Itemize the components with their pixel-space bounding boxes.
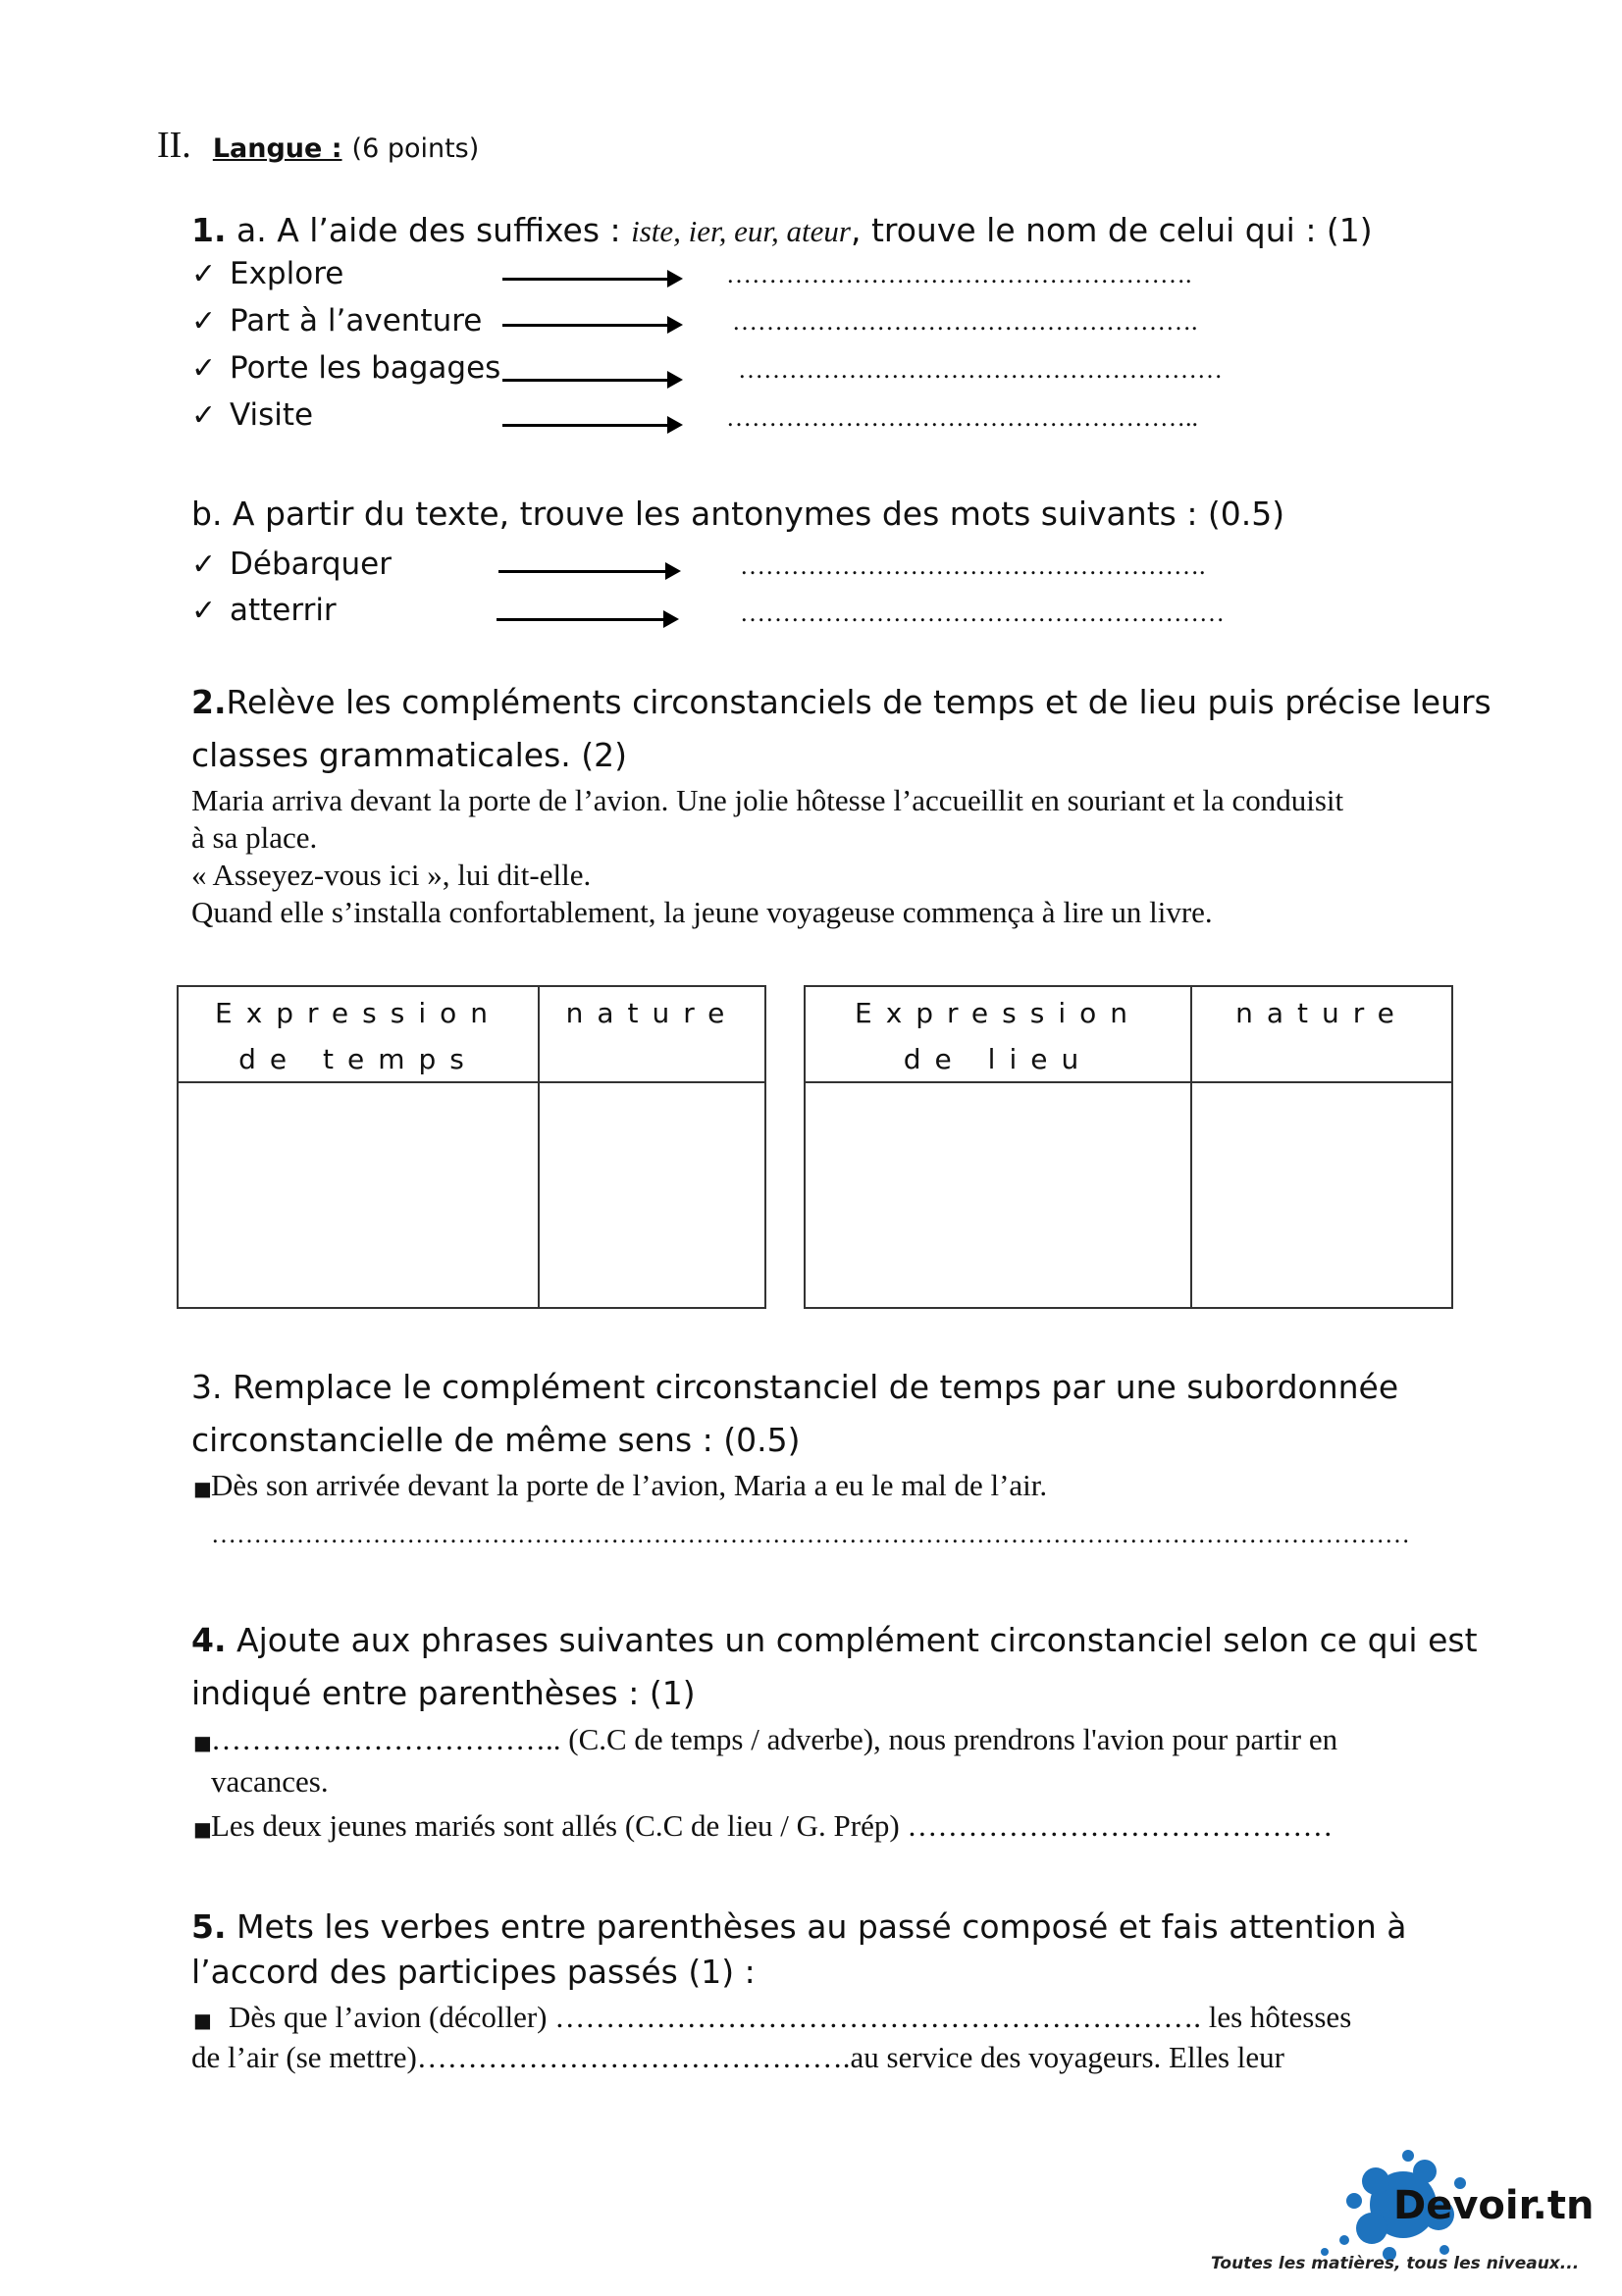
table-header-nature: nature [1191, 986, 1452, 1082]
q1a-item: Part à l’aventure [230, 303, 483, 339]
header-line: de lieu [903, 1043, 1093, 1075]
bullet-icon: ■ [193, 1817, 212, 1841]
answer-cell[interactable] [805, 1082, 1191, 1308]
arrow-icon [502, 278, 669, 281]
q5-text: Mets les verbes entre parenthèses au passé composé et fais attention à [226, 1907, 1407, 1946]
header-line: de temps [238, 1043, 478, 1075]
check-icon: ✓ [191, 257, 217, 291]
q4-number: 4. [191, 1621, 227, 1659]
section-numeral: II. [157, 125, 191, 166]
check-icon: ✓ [191, 351, 217, 386]
q3-heading-line1: 3. Remplace le complément circonstanciel de temps par une subordonnée [191, 1368, 1399, 1406]
devoir-logo [1207, 2144, 1619, 2291]
q3-heading-line2: circonstancielle de même sens : (0.5) [191, 1421, 801, 1459]
q1a-suffix-end: , trouve le nom de celui qui : (1) [850, 211, 1373, 249]
arrow-icon [502, 324, 669, 327]
q2-heading-line2: classes grammaticales. (2) [191, 736, 628, 774]
q2-heading-line1 [191, 683, 1491, 721]
answer-cell[interactable] [178, 1082, 539, 1308]
q2-passage-line: Quand elle s’installa confortablement, la jeune voyageuse commença à lire un livre. [191, 895, 1213, 929]
answer-cell[interactable] [539, 1082, 765, 1308]
bullet-icon: ■ [193, 2009, 212, 2032]
answer-line: ………………………………………………. [732, 307, 1198, 336]
q5-paragraph-line1: Dès que l’avion (décoller) ………………………………………………………. les hôtesses [229, 2000, 1352, 2034]
q1a-suffixes: iste, ier, eur, ateur [631, 214, 851, 248]
q1a-item: Explore [230, 256, 344, 291]
q1a-item: Porte les bagages [230, 350, 501, 386]
q2-passage-line: à sa place. [191, 820, 318, 855]
answer-cell[interactable] [1191, 1082, 1452, 1308]
q1a-heading [191, 211, 1373, 249]
q4-heading-line2: indiqué entre parenthèses : (1) [191, 1674, 696, 1712]
logo-tagline: Toutes les matières, tous les niveaux... [1211, 2254, 1580, 2273]
table-header-nature: nature [539, 986, 765, 1082]
q1b-item: atterrir [230, 593, 337, 628]
q4-sentence-1: …………………………….. (C.C de temps / adverbe), nous prendrons l'avion pour partir en [211, 1722, 1338, 1756]
q3-sentence: Dès son arrivée devant la porte de l’avion, Maria a eu le mal de l’air. [211, 1468, 1048, 1502]
q5-paragraph-line2: de l’air (se mettre)…………………………………….au service des voyageurs. Elles leur [191, 2040, 1284, 2074]
place-expression-table [804, 985, 1453, 1309]
answer-line: ………………………………………………… [738, 355, 1223, 384]
time-expression-table [177, 985, 766, 1309]
q4-sentence-2: Les deux jeunes mariés sont allés (C.C de lieu / G. Prép) …………………………………… [211, 1808, 1334, 1843]
q1a-item: Visite [230, 397, 314, 433]
answer-line: ………………………………………………… [740, 599, 1225, 627]
table-header-expression [805, 986, 1191, 1082]
header-line: Expression [855, 997, 1141, 1029]
q1a-prefix: a. A l’aide des suffixes : [236, 211, 632, 249]
q4-heading-line1 [191, 1621, 1478, 1659]
arrow-icon [502, 424, 669, 427]
section-header [157, 124, 479, 167]
arrow-icon [498, 570, 667, 573]
bullet-icon: ■ [193, 1477, 212, 1500]
answer-line: ………………………………………………. [740, 551, 1206, 580]
check-icon: ✓ [191, 304, 217, 339]
bullet-icon: ■ [193, 1731, 212, 1754]
table-header-expression [178, 986, 539, 1082]
q5-number: 5. [191, 1907, 227, 1946]
q4-sentence-1-cont: vacances. [211, 1764, 329, 1799]
section-title: Langue : [212, 133, 342, 164]
q2-number: 2. [191, 683, 227, 721]
section-points: (6 points) [351, 133, 480, 164]
q2-text: Relève les compléments circonstanciels de temps et de lieu puis précise leurs [226, 683, 1491, 721]
check-icon: ✓ [191, 594, 217, 628]
arrow-icon [497, 618, 665, 621]
q1b-item: Débarquer [230, 547, 392, 582]
header-line: Expression [215, 997, 501, 1029]
q1b-heading: b. A partir du texte, trouve les antonymes des mots suivants : (0.5) [191, 495, 1285, 533]
q4-text: Ajoute aux phrases suivantes un complément circonstanciel selon ce qui est [226, 1621, 1478, 1659]
answer-line: ………………………………………………. [726, 260, 1192, 288]
check-icon: ✓ [191, 398, 217, 433]
arrow-icon [502, 379, 669, 382]
q5-heading-line1 [191, 1907, 1406, 1946]
logo-brand: Devoir.tn [1393, 2183, 1595, 2228]
answer-line: ……………………………………………….. [726, 403, 1198, 432]
q5-heading-line2: l’accord des participes passés (1) : [191, 1953, 756, 1991]
answer-line: …………………………………………………………………………………………………………………………… [211, 1520, 1410, 1548]
q1-number: 1. [191, 211, 227, 249]
q2-passage-line: « Asseyez-vous ici », lui dit-elle. [191, 858, 592, 892]
q2-passage-line: Maria arriva devant la porte de l’avion. Une jolie hôtesse l’accueillit en souriant et la conduisit [191, 783, 1344, 817]
check-icon: ✓ [191, 548, 217, 582]
